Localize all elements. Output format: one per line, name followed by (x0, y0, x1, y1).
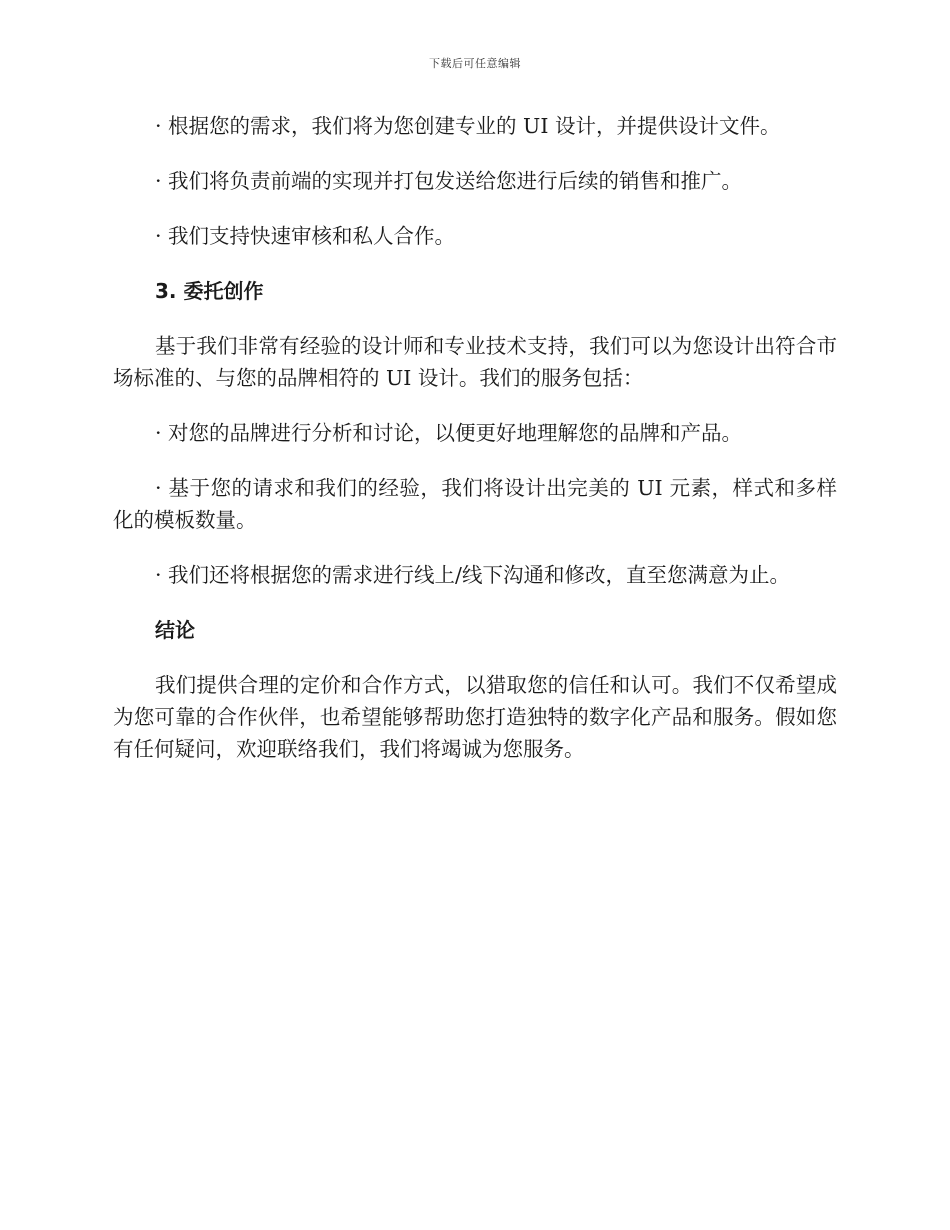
section-heading-conclusion: 结论 (155, 618, 195, 642)
section-heading-commission: 3. 委托创作 (155, 279, 264, 303)
document-body (113, 110, 837, 788)
bullet-paragraph: · 我们还将根据您的需求进行线上/线下沟通和修改，直至您满意为止。 (155, 563, 790, 587)
bullet-paragraph: · 我们支持快速审核和私人合作。 (155, 224, 456, 248)
page-header: 下载后可任意编辑 (429, 57, 521, 70)
section-intro-paragraph: 基于我们非常有经验的设计师和专业技术支持，我们可以为您设计出符合市场标准的、与您的品牌相符的 UI 设计。我们的服务包括： (113, 334, 837, 390)
bullet-paragraph: · 我们将负责前端的实现并打包发送给您进行后续的销售和推广。 (155, 169, 743, 193)
conclusion-paragraph: 我们提供合理的定价和合作方式，以猎取您的信任和认可。我们不仅希望成为您可靠的合作伙伴，也希望能够帮助您打造独特的数字化产品和服务。假如您有任何疑问，欢迎联络我们，我们将竭诚为您服务。 (113, 673, 837, 761)
bullet-paragraph: · 根据您的需求，我们将为您创建专业的 UI 设计，并提供设计文件。 (155, 114, 781, 138)
bullet-paragraph: · 对您的品牌进行分析和讨论，以便更好地理解您的品牌和产品。 (155, 421, 743, 445)
bullet-paragraph: · 基于您的请求和我们的经验，我们将设计出完美的 UI 元素，样式和多样化的模板数量。 (113, 476, 837, 532)
